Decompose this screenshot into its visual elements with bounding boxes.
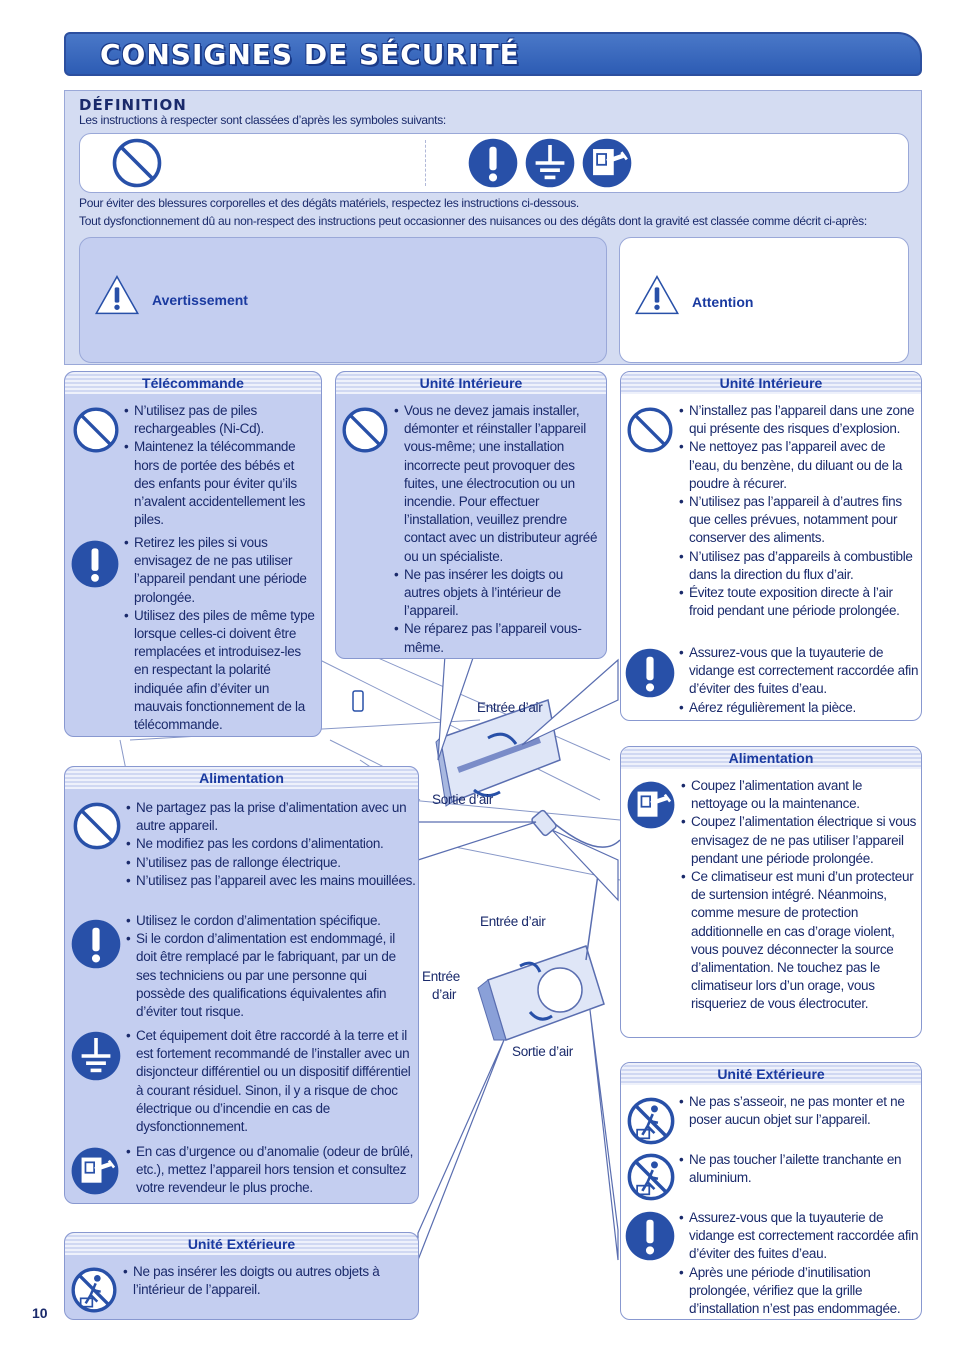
list-item: • Utilisez le cordon d’alimentation spécifique. xyxy=(126,912,418,930)
entree-air-label: d’air xyxy=(432,987,457,1002)
alimentation-ground-list xyxy=(126,1027,418,1136)
list-item: • N’utilisez pas d’appareils à combustible dans la direction du flux d’air. xyxy=(679,548,919,584)
list-item: • Si le cordon d’alimentation est endommagé, il doit être remplacé par le fabriquant, par un de ses techniciens ou par une personne qui possède des qualifications équivalentes afin d’éviter tout risque. xyxy=(126,930,418,1021)
list-item: • Ne pas s’asseoir, ne pas monter et ne poser aucun objet sur l’appareil. xyxy=(679,1093,919,1129)
list-item: • Assurez-vous que la tuyauterie de vidange est correctement raccordée afin d’éviter des fuites d’eau. xyxy=(679,1209,919,1264)
alimentation-title: Alimentation xyxy=(621,747,921,769)
unite-interieure-panel-2 xyxy=(620,371,922,721)
sortie-air-label: Sortie d’air xyxy=(512,1044,573,1059)
alimentation-panel-2 xyxy=(620,746,922,1038)
unite-exterieure-title: Unité Extérieure xyxy=(621,1063,921,1085)
list-item: • Ne pas insérer les doigts ou autres objets à l’intérieur de l’appareil. xyxy=(123,1263,415,1299)
list-item: • N’installez pas l’appareil dans une zone qui présente des risques d’explosion. xyxy=(679,402,919,438)
definition-title: DÉFINITION xyxy=(79,96,187,114)
definition-line-2: Tout dysfonctionnement dû au non-respect des instructions peut occasionner des nuisances ou des dégâts dont la gravité est classée comme décrit ci-après: xyxy=(79,214,867,228)
prohibit-icon xyxy=(625,405,675,455)
list-item: • Cet équipement doit être raccordé à la terre et il est fortement recommandé de l’installer avec un disjoncteur différentiel ou un dispositif différentiel à courant résiduel. Sinon, il y a risque de choc électrique ou d’incendie en cas de dysfonctionnement. xyxy=(126,1027,418,1136)
list-item: • Ne pas toucher l’ailette tranchante en aluminium. xyxy=(679,1151,919,1187)
outdoor-unit xyxy=(478,946,604,1040)
no-climbing-icon xyxy=(625,1095,677,1147)
mandatory-icon xyxy=(623,1209,677,1263)
caution-label: Attention xyxy=(692,294,754,310)
page-number: 10 xyxy=(32,1305,48,1321)
unite-interieure-mandatory-list xyxy=(679,644,919,717)
unite-interieure-panel-1 xyxy=(335,371,607,659)
unite-exterieure-fingers-list xyxy=(123,1263,415,1299)
unite-exterieure-panel-1 xyxy=(620,1062,922,1320)
unplug-icon xyxy=(69,1145,121,1197)
list-item: • Ce climatiseur est muni d’un protecteur de surtension intégré. Néanmoins, comme mesure de protection additionnelle en cas d’orage violent, vous pouvez déconnecter la source d’alimentation. Ne touchez pas le climatiseur lors d’un orage, vous risqueriez de vous électrocuter. xyxy=(681,868,919,1014)
unite-interieure-title: Unité Intérieure xyxy=(336,372,606,394)
definition-intro: Les instructions à respecter sont classées d’après les symboles suivants: xyxy=(79,113,446,127)
unite-exterieure-touch-list xyxy=(679,1151,919,1187)
list-item: • Après une période d’inutilisation prolongée, vérifiez que la grille d’installation n’est pas endommagée. xyxy=(679,1264,919,1319)
telecommande-title: Télécommande xyxy=(65,372,321,394)
definition-line-1: Pour éviter des blessures corporelles et des dégâts matériels, respectez les instructions ci-dessous. xyxy=(79,196,579,210)
entree-air-label: Entrée xyxy=(422,969,460,984)
list-item: • Évitez toute exposition directe à l’air froid pendant une période prolongée. xyxy=(679,584,919,620)
list-item: • N’utilisez pas de piles rechargeables (Ni-Cd). xyxy=(124,402,318,438)
list-item: • Ne modifiez pas les cordons d’alimentation. xyxy=(126,835,418,853)
unite-interieure-prohibit-list xyxy=(679,402,919,620)
list-item: • Utilisez des piles de même type lorsque celles-ci doivent être remplacées et introduisez-les en respectant la polarité indiquée afin d’éviter un mauvais fonctionnement de la télécommande. xyxy=(124,607,318,734)
list-item: • Retirez les piles si vous envisagez de ne pas utiliser l’appareil pendant une période prolongée. xyxy=(124,534,318,607)
list-item: • Maintenez la télécommande hors de portée des bébés et des enfants pour éviter qu’ils n’avalent accidentellement les piles. xyxy=(124,438,318,529)
list-item: • En cas d’urgence ou d’anomalie (odeur de brûlé, etc.), mettez l’appareil hors tension et consultez votre revendeur le plus proche. xyxy=(126,1143,418,1198)
list-item: • N’utilisez pas de rallonge électrique. xyxy=(126,854,418,872)
alimentation-mandatory-list xyxy=(126,912,418,1021)
prohibit-icon xyxy=(71,800,123,852)
sortie-air-label: Sortie d’air xyxy=(432,792,493,807)
list-item: • Coupez l’alimentation avant le nettoyage ou la maintenance. xyxy=(681,777,919,813)
alimentation-unplug-list xyxy=(681,777,919,1014)
page-title: CONSIGNES DE SÉCURITÉ xyxy=(100,38,520,71)
entree-air-label: Entrée d’air xyxy=(480,914,546,929)
mandatory-icon xyxy=(69,917,123,971)
unite-exterieure-mandatory-list xyxy=(679,1209,919,1318)
list-item: • Aérez régulièrement la pièce. xyxy=(679,699,919,717)
telecommande-mandatory-list xyxy=(124,534,318,734)
unite-exterieure-climb-list xyxy=(679,1093,919,1129)
entree-air-label: Entrée d’air xyxy=(477,700,543,715)
unite-interieure-title: Unité Intérieure xyxy=(621,372,921,394)
telecommande-panel xyxy=(64,371,322,737)
list-item: • Ne réparez pas l’appareil vous-même. xyxy=(394,620,602,656)
mandatory-icon xyxy=(69,538,121,590)
telecommande-prohibit-list xyxy=(124,402,318,529)
list-item: • Ne partagez pas la prise d’alimentation avec un autre appareil. xyxy=(126,799,418,835)
prohibit-icon xyxy=(71,405,121,455)
unplug-icon xyxy=(625,779,677,831)
list-item: • Coupez l’alimentation électrique si vous envisagez de ne pas utiliser l’appareil pendant une période prolongée. xyxy=(681,813,919,868)
list-item: • Assurez-vous que la tuyauterie de vidange est correctement raccordée afin d’éviter des fuites d’eau. xyxy=(679,644,919,699)
alimentation-panel-1 xyxy=(64,766,419,1204)
warning-label: Avertissement xyxy=(152,292,248,308)
list-item: • Ne nettoyez pas l’appareil avec de l’eau, du benzène, du diluant ou de la poudre à récurer. xyxy=(679,438,919,493)
no-touch-icon xyxy=(625,1151,677,1203)
unite-exterieure-panel-2 xyxy=(64,1232,419,1320)
alimentation-unplug-list xyxy=(126,1143,418,1198)
remote-control-icon xyxy=(351,690,365,712)
prohibit-icon xyxy=(340,405,390,455)
mandatory-icon xyxy=(623,646,677,700)
no-fingers-icon xyxy=(69,1265,119,1315)
unite-exterieure-title: Unité Extérieure xyxy=(65,1233,418,1255)
alimentation-title: Alimentation xyxy=(65,767,418,789)
unite-interieure-prohibit-list xyxy=(394,402,602,657)
list-item: • N’utilisez pas l’appareil à d’autres fins que celles prévues, notamment pour conserver des aliments. xyxy=(679,493,919,548)
ground-icon xyxy=(69,1029,123,1083)
list-item: • N’utilisez pas l’appareil avec les mains mouillées. xyxy=(126,872,418,890)
indoor-unit xyxy=(436,700,560,806)
list-item: • Ne pas insérer les doigts ou autres objets à l’intérieur de l’appareil. xyxy=(394,566,602,621)
list-item: • Vous ne devez jamais installer, démonter et réinstaller l’appareil vous-même; une installation incorrecte peut provoquer des fuites, une électrocution ou un incendie. Pour effectuer l’installation, veuillez prendre contact avec un distributeur agréé ou un spécialiste. xyxy=(394,402,602,566)
alimentation-prohibit-list xyxy=(126,799,418,890)
